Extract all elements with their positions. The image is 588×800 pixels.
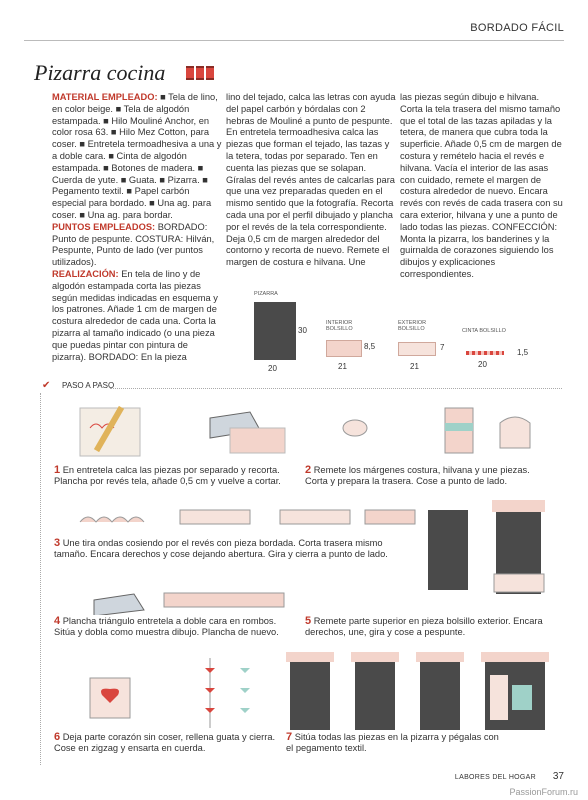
pattern-diagrams — [240, 288, 570, 378]
check-icon: ✔ — [42, 380, 51, 391]
section-header: BORDADO FÁCIL — [470, 22, 564, 34]
interior-shape — [326, 340, 362, 357]
step4-illustration — [64, 565, 304, 615]
text-column-1 — [52, 92, 222, 363]
step-number: 6 — [54, 731, 61, 743]
step-text: Sitúa todas las piezas en la pizarra y pégalas con el pegamento textil. — [286, 732, 499, 754]
step-number: 2 — [305, 464, 312, 476]
exterior-width: 21 — [410, 362, 419, 371]
step-text: Remete parte superior en pieza bolsillo exterior. Encara derechos, une, gira y cose a pespunte. — [305, 616, 543, 638]
step-text: Plancha triángulo entretela a doble cara en rombos. Sitúa y dobla como muestra dibujo. Plancha de nuevo. — [54, 616, 279, 638]
step-text: Deja parte corazón sin coser, rellena guata y cierra. Cose en zigzag y ensarta en cuerda. — [54, 732, 276, 754]
watermark: PassionForum.ru — [509, 787, 578, 797]
puntos-text: BORDADO: Punto de pespunte. COSTURA: Hilván, Pespunte, Punto de lado (ver puntos utilizados). — [52, 221, 215, 268]
interior-width: 21 — [338, 362, 347, 371]
pizarra-width: 20 — [268, 364, 277, 373]
pizarra-shape — [254, 302, 296, 360]
step6-illustration — [60, 648, 270, 728]
step-text: Une tira ondas cosiendo por el revés con pieza bordada. Corta trasera mismo tamaño. Encara derechos y cose dejando abertura. Gira y cierra a punto de lado. — [54, 538, 388, 560]
spool-icon — [186, 66, 194, 80]
step7-illustration — [280, 640, 565, 735]
step-text: Remete los márgenes costura, hilvana y une piezas. Corta y prepara la trasera. Cose a punto de lado. — [305, 465, 530, 487]
step-6 — [54, 732, 284, 754]
paso-a-paso-label: PASO A PASO — [62, 381, 115, 390]
exterior-height: 7 — [440, 343, 445, 352]
step1-illustration — [60, 398, 300, 463]
header-divider — [24, 40, 564, 41]
realizacion-key: REALIZACIÓN: — [52, 268, 119, 279]
text-column-2: lino del tejado, calca las letras con ayuda del papel carbón y bórdalas con 2 hebras de Mouliné a punto de pespunte. En entretela termoadhesiva calca las piezas que forman el tejado, las tazas y la tetera, todas por separado. Ten en cuenta las piezas que se solapan. Gíralas del revés antes de calcarlas para que una vez preparadas queden en el mismo sentido que la fotografía. Recorta cada una por el perfil dibujado y plancha por el revés de la tela correspondiente. Deja 0,5 cm de margen alrededor del contorno y recorta de nuevo. Remete el margen de costura e hilvana. Une — [226, 92, 396, 268]
step-number: 4 — [54, 615, 61, 627]
step5-illustration — [418, 490, 563, 605]
step-2 — [305, 465, 555, 487]
publication-name: LABORES DEL HOGAR — [454, 774, 536, 781]
step-number: 7 — [286, 731, 293, 743]
material-text: ■ Tela de lino, en color beige. ■ Tela de algodón estampada. ■ Hilo Mouliné Anchor, en color rosa 63. ■ Hilo Mez Cotton, para coser. ■ Entretela termoadhesiva a una y a doble cara. ■ Cinta de algodón estampada. ■ Botones de madera. ■ Cuerda de yute. ■ Guata. ■ Pizarra. ■ Pegamento textil. ■ Papel carbón especial para bordado. ■ Una ag. para coser. ■ Una ag. para bordar. — [52, 92, 222, 220]
cinta-height: 1,5 — [517, 348, 529, 357]
interior-height: 8,5 — [364, 342, 376, 351]
material-key: MATERIAL EMPLEADO: — [52, 92, 158, 102]
cinta-width: 20 — [478, 360, 487, 369]
cinta-shape — [466, 351, 504, 355]
exterior-label: EXTERIOR BOLSILLO — [398, 320, 427, 332]
spool-icons — [186, 66, 214, 80]
spool-icon — [206, 66, 214, 80]
step2-illustration — [325, 398, 565, 463]
step-number: 3 — [54, 537, 61, 549]
dotted-divider-vertical — [40, 393, 41, 765]
page-title: Pizarra cocina — [34, 60, 166, 85]
step-number: 1 — [54, 464, 61, 476]
dotted-divider — [110, 388, 562, 389]
step-4 — [54, 616, 299, 638]
page-number: 37 — [552, 771, 564, 782]
step-7 — [286, 732, 506, 754]
spool-icon — [196, 66, 204, 80]
step-number: 5 — [305, 615, 312, 627]
step3-illustration — [70, 492, 420, 534]
step-1 — [54, 465, 294, 487]
step-3 — [54, 538, 414, 560]
text-column-3: las piezas según dibujo e hilvana. Corta la tela trasera del mismo tamaño que el total de las tazas apiladas y la tetera, de manera que cubra toda la superficie. Añade 0,5 cm de margen de costura y remételo hacia el revés e hilvana. Vacía el interior de las asas con cuidado, remete el margen de costura alrededor de nuevo. Encara revés con revés de cada trasera con su cara exterior, hilvana y une a punto de lado todas las piezas. CONFECCIÓN: Monta la pizarra, los banderines y la guirnalda de corazones siguiendo los dibujos y explicaciones correspondientes. — [400, 92, 563, 279]
puntos-key: PUNTOS EMPLEADOS: — [52, 221, 156, 232]
exterior-shape — [398, 342, 436, 356]
realizacion-text: En tela de lino y de algodón estampada corta las piezas según medidas indicadas en esquema y los patrones. Añade 1 cm de margen de costura alrededor de cada una. Corta la pizarra al tamaño indicado (o una pieza que puedas pintar con pintura de pizarra). BORDADO: En la pieza — [52, 268, 218, 362]
step-5 — [305, 616, 555, 638]
pizarra-height: 30 — [298, 326, 307, 335]
step-text: En entretela calca las piezas por separado y recorta. Plancha por revés tela, añade 0,5 cm y vuelve a cortar. — [54, 465, 281, 487]
interior-label: INTERIOR BOLSILLO — [326, 320, 353, 332]
pizarra-label: PIZARRA — [254, 291, 278, 297]
cinta-label: CINTA BOLSILLO — [462, 328, 506, 334]
